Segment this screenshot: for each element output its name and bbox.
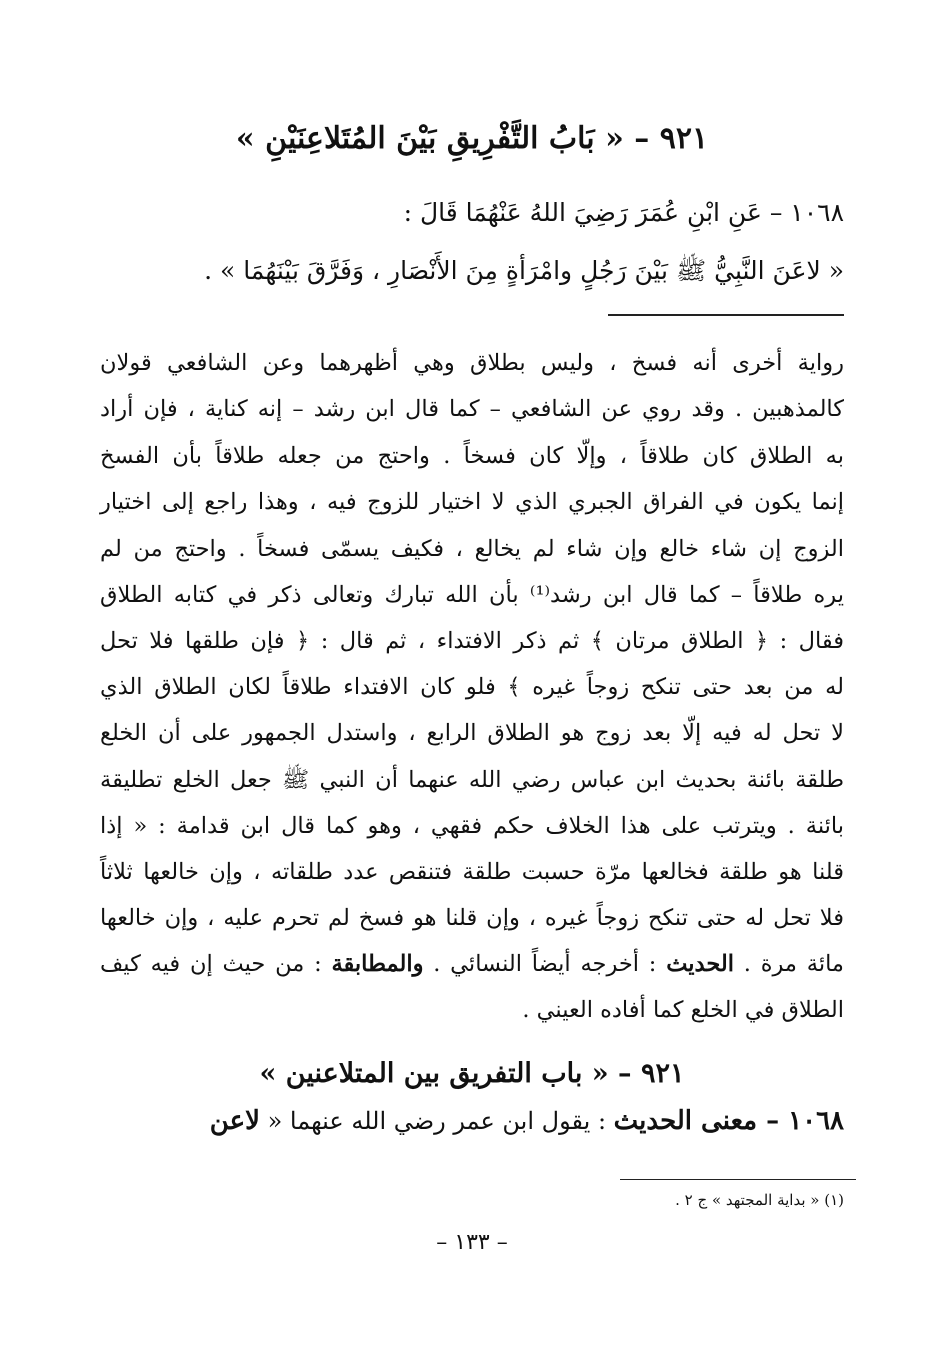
commentary-line: الزوج إن شاء خالع وإن شاء لم يخالع ، فكيف يسمّى فسخاً . واحتج من لم <box>100 536 844 562</box>
chapter-title: ٩٢١ – « بَابُ التَّفْرِيقِ بَيْنَ المُتَلاعِنَيْنِ » <box>235 121 709 156</box>
match-rest: : من حيث إن فيه كيف <box>100 951 332 977</box>
commentary-line: يره طلاقاً – كما قال ابن رشد⁽¹⁾ بأن الله تبارك وتعالى ذكر في كتابه الطلاق <box>100 582 844 608</box>
meaning-line <box>100 1106 844 1136</box>
commentary-line: رواية أخرى أنه فسخ ، وليس بطلاق وهي أظهرهما وعن الشافعي قولان <box>100 350 844 376</box>
meaning-text: : يقول ابن عمر رضي الله عنهما « <box>259 1107 614 1135</box>
commentary-line-with-bold-terms <box>100 949 844 979</box>
commentary-line: كالمذهبين . وقد روي عن الشافعي – كما قال ابن رشد – إنه كناية ، فإن أراد <box>100 396 844 422</box>
hadith-divider <box>608 314 844 316</box>
commentary-line: له من بعد حتى تنكح زوجاً غيره ﴾ فلو كان الافتداء طلاقاً لكان الطلاق الذي <box>100 674 844 700</box>
commentary-line: قلنا هو طلقة فخالعها مرّة حسبت طلقة فتنقص عدد طلقاته ، وإن خالعها ثلاثاً <box>100 859 844 885</box>
meaning-number: ١٠٦٨ – معنى الحديث <box>613 1106 844 1136</box>
section-heading: ٩٢١ – « باب التفريق بين المتلاعنين » <box>259 1058 685 1089</box>
commentary-line: فقال : ﴿ الطلاق مرتان ﴾ ثم ذكر الافتداء ، ثم قال : ﴿ فإن طلقها فلا تحل <box>100 628 844 654</box>
commentary-line: به الطلاق كان طلاقاً ، وإلّا كان فسخاً . واحتج من جعله طلاقاً بأن الفسخ <box>100 443 844 469</box>
commentary-line: الطلاق في الخلع كما أفاده العيني . <box>522 997 844 1023</box>
text-prefix: مائة مرة . <box>733 951 844 977</box>
meaning-tail: لاعن <box>209 1106 260 1136</box>
hadith-text: « لاعَنَ النَّبِيُّ ﷺ بَيْنَ رَجُلٍ وامْرَأةٍ مِنَ الأَنْصَارِ ، وَفَرَّقَ بَيْنَهُمَا » . <box>204 256 844 285</box>
match-label: والمطابقة <box>331 951 424 977</box>
footnote: (١) « بداية المجتهد » ج ٢ . <box>675 1191 844 1209</box>
hadith-label: الحديث <box>666 951 734 977</box>
hadith-rest: : أخرجه أيضاً النسائي . <box>423 951 667 977</box>
commentary-line: إنما يكون في الفراق الجبري الذي لا اختيار للزوج فيه ، وهذا راجع إلى اختيار <box>100 489 844 515</box>
commentary-line: بائنة . ويترتب على هذا الخلاف حكم فقهي ، وهو كما قال ابن قدامة : « إذا <box>100 813 844 839</box>
hadith-intro: ١٠٦٨ – عَنِ ابْنِ عُمَرَ رَضِيَ اللهُ عَنْهُمَا قَالَ : <box>403 198 844 227</box>
commentary-line: لا تحل له فيه إلّا بعد زوج هو الطلاق الرابع ، واستدل الجمهور على أن الخلع <box>100 720 844 746</box>
commentary-line: فلا تحل له حتى تنكح زوجاً غيره ، وإن قلنا هو فسخ لم تحرم عليه ، وإن خالعها <box>100 905 844 931</box>
page-number: – ١٣٣ – <box>436 1230 508 1255</box>
footnote-divider <box>620 1179 856 1180</box>
commentary-line: طلقة بائنة بحديث ابن عباس رضي الله عنهما أن النبي ﷺ جعل الخلع تطليقة <box>100 767 844 793</box>
